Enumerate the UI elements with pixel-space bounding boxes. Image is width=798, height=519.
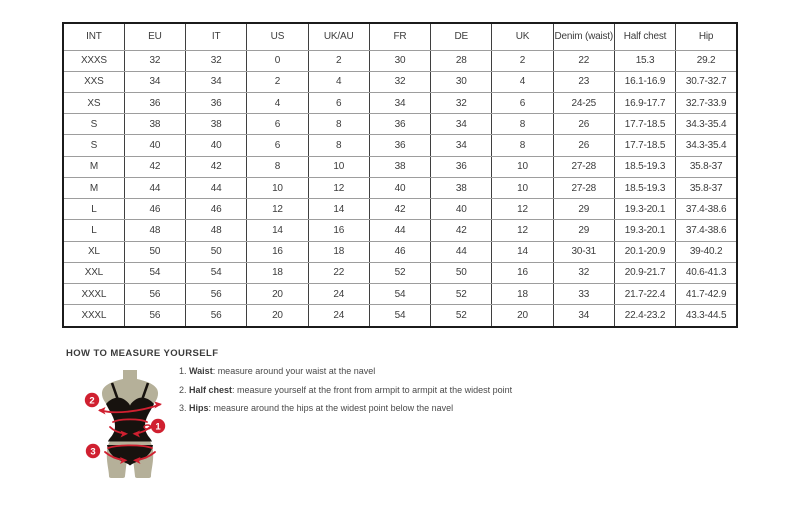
size-cell: 34.3-35.4 [676, 114, 737, 135]
size-cell: L [63, 199, 124, 220]
size-cell: 6 [247, 135, 308, 156]
size-cell: 32 [553, 262, 614, 283]
badge-hips [86, 444, 100, 458]
column-header: US [247, 23, 308, 50]
size-cell: 14 [308, 199, 369, 220]
size-cell: 17.7-18.5 [614, 135, 675, 156]
size-cell: 36 [186, 92, 247, 113]
size-row [63, 50, 737, 71]
size-cell: 12 [492, 199, 553, 220]
size-cell: 8 [247, 156, 308, 177]
size-cell: 8 [308, 135, 369, 156]
size-cell: 12 [492, 220, 553, 241]
size-cell: 40 [186, 135, 247, 156]
size-cell: 32 [431, 92, 492, 113]
size-cell: 54 [186, 262, 247, 283]
size-cell: 17.7-18.5 [614, 114, 675, 135]
column-header: Half chest [614, 23, 675, 50]
size-cell: 34 [553, 305, 614, 327]
size-cell: 54 [369, 284, 430, 305]
size-cell: 46 [124, 199, 185, 220]
size-cell: 42 [369, 199, 430, 220]
step-number: 3. [179, 403, 190, 413]
size-cell: 26 [553, 135, 614, 156]
size-cell: 50 [186, 241, 247, 262]
size-cell: XXS [63, 71, 124, 92]
step-text: : measure around your waist at the navel [212, 366, 376, 376]
size-cell: 43.3-44.5 [676, 305, 737, 327]
size-cell: 4 [247, 92, 308, 113]
size-row [63, 305, 737, 327]
step-number: 2. [179, 384, 190, 395]
size-cell: 44 [369, 220, 430, 241]
size-cell: 27-28 [553, 156, 614, 177]
size-cell: 18.5-19.3 [614, 156, 675, 177]
size-cell: 50 [124, 241, 185, 262]
size-cell: 38 [124, 114, 185, 135]
size-cell: 16 [247, 241, 308, 262]
size-cell: 2 [492, 50, 553, 71]
size-cell: 6 [308, 92, 369, 113]
size-cell: 4 [308, 71, 369, 92]
size-cell: 37.4-38.6 [676, 199, 737, 220]
size-cell: M [63, 156, 124, 177]
column-header: EU [124, 23, 185, 50]
size-cell: 23 [553, 71, 614, 92]
size-cell: 46 [369, 241, 430, 262]
size-cell: 56 [186, 284, 247, 305]
size-cell: 36 [124, 92, 185, 113]
size-cell: 37.4-38.6 [676, 220, 737, 241]
size-cell: 32 [186, 50, 247, 71]
size-cell: L [63, 220, 124, 241]
size-cell: 12 [247, 199, 308, 220]
size-cell: XXL [63, 262, 124, 283]
size-cell: 35.8-37 [676, 177, 737, 198]
badge-waist [151, 419, 165, 433]
size-cell: 40 [369, 177, 430, 198]
size-cell: S [63, 135, 124, 156]
size-cell: 26 [553, 114, 614, 135]
size-row [63, 241, 737, 262]
size-cell: 28 [431, 50, 492, 71]
size-cell: 27-28 [553, 177, 614, 198]
size-cell: 20 [492, 305, 553, 327]
size-cell: 52 [369, 262, 430, 283]
badge-chest-number: 2 [89, 395, 95, 407]
step-label: Half chest [189, 384, 233, 395]
size-cell: 16 [492, 262, 553, 283]
size-cell: S [63, 114, 124, 135]
size-cell: 12 [308, 177, 369, 198]
size-cell: 52 [431, 305, 492, 327]
size-cell: 34 [186, 71, 247, 92]
size-cell: XS [63, 92, 124, 113]
size-cell: 4 [492, 71, 553, 92]
size-cell: 29.2 [676, 50, 737, 71]
size-cell: 16 [308, 220, 369, 241]
size-cell: 19.3-20.1 [614, 199, 675, 220]
column-header: INT [63, 23, 124, 50]
size-chart-body [63, 50, 737, 327]
mannequin-svg [76, 366, 196, 506]
size-cell: 40 [124, 135, 185, 156]
size-cell: 36 [431, 156, 492, 177]
size-cell: 20 [247, 305, 308, 327]
size-cell: 32 [369, 71, 430, 92]
size-cell: 38 [186, 114, 247, 135]
size-chart-header [63, 23, 737, 50]
size-cell: 18.5-19.3 [614, 177, 675, 198]
size-cell: 30 [431, 71, 492, 92]
size-cell: 2 [308, 50, 369, 71]
size-cell: 48 [186, 220, 247, 241]
size-cell: 8 [492, 135, 553, 156]
size-cell: 22 [553, 50, 614, 71]
size-cell: 10 [492, 177, 553, 198]
column-header: Denim (waist) [553, 23, 614, 50]
size-cell: 19.3-20.1 [614, 220, 675, 241]
size-cell: 22.4-23.2 [614, 305, 675, 327]
size-cell: XL [63, 241, 124, 262]
size-cell: 2 [247, 71, 308, 92]
size-cell: 34.3-35.4 [676, 135, 737, 156]
size-cell: 52 [431, 284, 492, 305]
size-cell: 56 [124, 305, 185, 327]
size-cell: 50 [431, 262, 492, 283]
size-row [63, 177, 737, 198]
header-row [63, 23, 737, 50]
size-cell: 35.8-37 [676, 156, 737, 177]
size-chart-table [62, 22, 738, 328]
step-text: : measure yourself at the front from armpit to armpit at the widest point [232, 384, 513, 395]
size-cell: 18 [247, 262, 308, 283]
column-header: DE [431, 23, 492, 50]
size-cell: 30.7-32.7 [676, 71, 737, 92]
size-cell: 8 [308, 114, 369, 135]
size-cell: 42 [186, 156, 247, 177]
size-cell: 56 [124, 284, 185, 305]
size-row [63, 262, 737, 283]
size-cell: 10 [247, 177, 308, 198]
size-cell: 32 [124, 50, 185, 71]
size-row [63, 199, 737, 220]
size-cell: 10 [308, 156, 369, 177]
size-cell: 34 [124, 71, 185, 92]
measure-section-title: HOW TO MEASURE YOURSELF [66, 348, 219, 359]
badge-chest [85, 393, 99, 407]
size-cell: 48 [124, 220, 185, 241]
size-cell: 10 [492, 156, 553, 177]
size-cell: 44 [431, 241, 492, 262]
column-header: FR [369, 23, 430, 50]
size-cell: 6 [247, 114, 308, 135]
size-cell: 38 [369, 156, 430, 177]
size-cell: 42 [431, 220, 492, 241]
column-header: IT [186, 23, 247, 50]
size-cell: M [63, 177, 124, 198]
size-cell: 14 [492, 241, 553, 262]
size-cell: 14 [247, 220, 308, 241]
size-cell: 20.1-20.9 [614, 241, 675, 262]
badge-hips-number: 3 [90, 446, 96, 458]
size-cell: 54 [124, 262, 185, 283]
size-cell: 16.1-16.9 [614, 71, 675, 92]
size-cell: 21.7-22.4 [614, 284, 675, 305]
size-cell: 29 [553, 220, 614, 241]
measure-step [179, 366, 719, 377]
size-cell: 46 [186, 199, 247, 220]
size-cell: 54 [369, 305, 430, 327]
size-row [63, 135, 737, 156]
size-row [63, 114, 737, 135]
size-cell: 6 [492, 92, 553, 113]
size-cell: 18 [492, 284, 553, 305]
size-cell: 24-25 [553, 92, 614, 113]
size-cell: 24 [308, 284, 369, 305]
size-cell: 20.9-21.7 [614, 262, 675, 283]
size-cell: 34 [431, 114, 492, 135]
mannequin-illustration [76, 366, 196, 506]
size-cell: 36 [369, 114, 430, 135]
step-text: : measure around the hips at the widest point below the navel [208, 403, 454, 413]
step-number: 1. [179, 366, 190, 376]
step-label: Hips [189, 403, 209, 413]
size-row [63, 156, 737, 177]
size-cell: 33 [553, 284, 614, 305]
size-cell: XXXL [63, 305, 124, 327]
column-header: UK/AU [308, 23, 369, 50]
size-cell: 20 [247, 284, 308, 305]
size-cell: 36 [369, 135, 430, 156]
size-row [63, 284, 737, 305]
size-row [63, 92, 737, 113]
size-cell: 41.7-42.9 [676, 284, 737, 305]
size-cell: 32.7-33.9 [676, 92, 737, 113]
badge-waist-number: 1 [155, 421, 161, 433]
size-cell: 44 [186, 177, 247, 198]
size-cell: 29 [553, 199, 614, 220]
size-cell: 34 [369, 92, 430, 113]
size-cell: 44 [124, 177, 185, 198]
size-cell: 40 [431, 199, 492, 220]
size-cell: 39-40.2 [676, 241, 737, 262]
size-cell: 34 [431, 135, 492, 156]
measure-step [179, 403, 719, 414]
column-header: UK [492, 23, 553, 50]
measure-steps-list [179, 366, 719, 422]
size-cell: 16.9-17.7 [614, 92, 675, 113]
size-cell: 22 [308, 262, 369, 283]
size-cell: XXXS [63, 50, 124, 71]
step-label: Waist [189, 366, 213, 376]
size-cell: 30 [369, 50, 430, 71]
size-cell: 56 [186, 305, 247, 327]
size-cell: 24 [308, 305, 369, 327]
size-cell: 0 [247, 50, 308, 71]
size-cell: 42 [124, 156, 185, 177]
size-cell: 40.6-41.3 [676, 262, 737, 283]
size-cell: 15.3 [614, 50, 675, 71]
measure-step [179, 385, 719, 396]
size-cell: 38 [431, 177, 492, 198]
column-header: Hip [676, 23, 737, 50]
size-row [63, 220, 737, 241]
size-cell: 8 [492, 114, 553, 135]
size-cell: 30-31 [553, 241, 614, 262]
size-row [63, 71, 737, 92]
size-cell: 18 [308, 241, 369, 262]
size-cell: XXXL [63, 284, 124, 305]
